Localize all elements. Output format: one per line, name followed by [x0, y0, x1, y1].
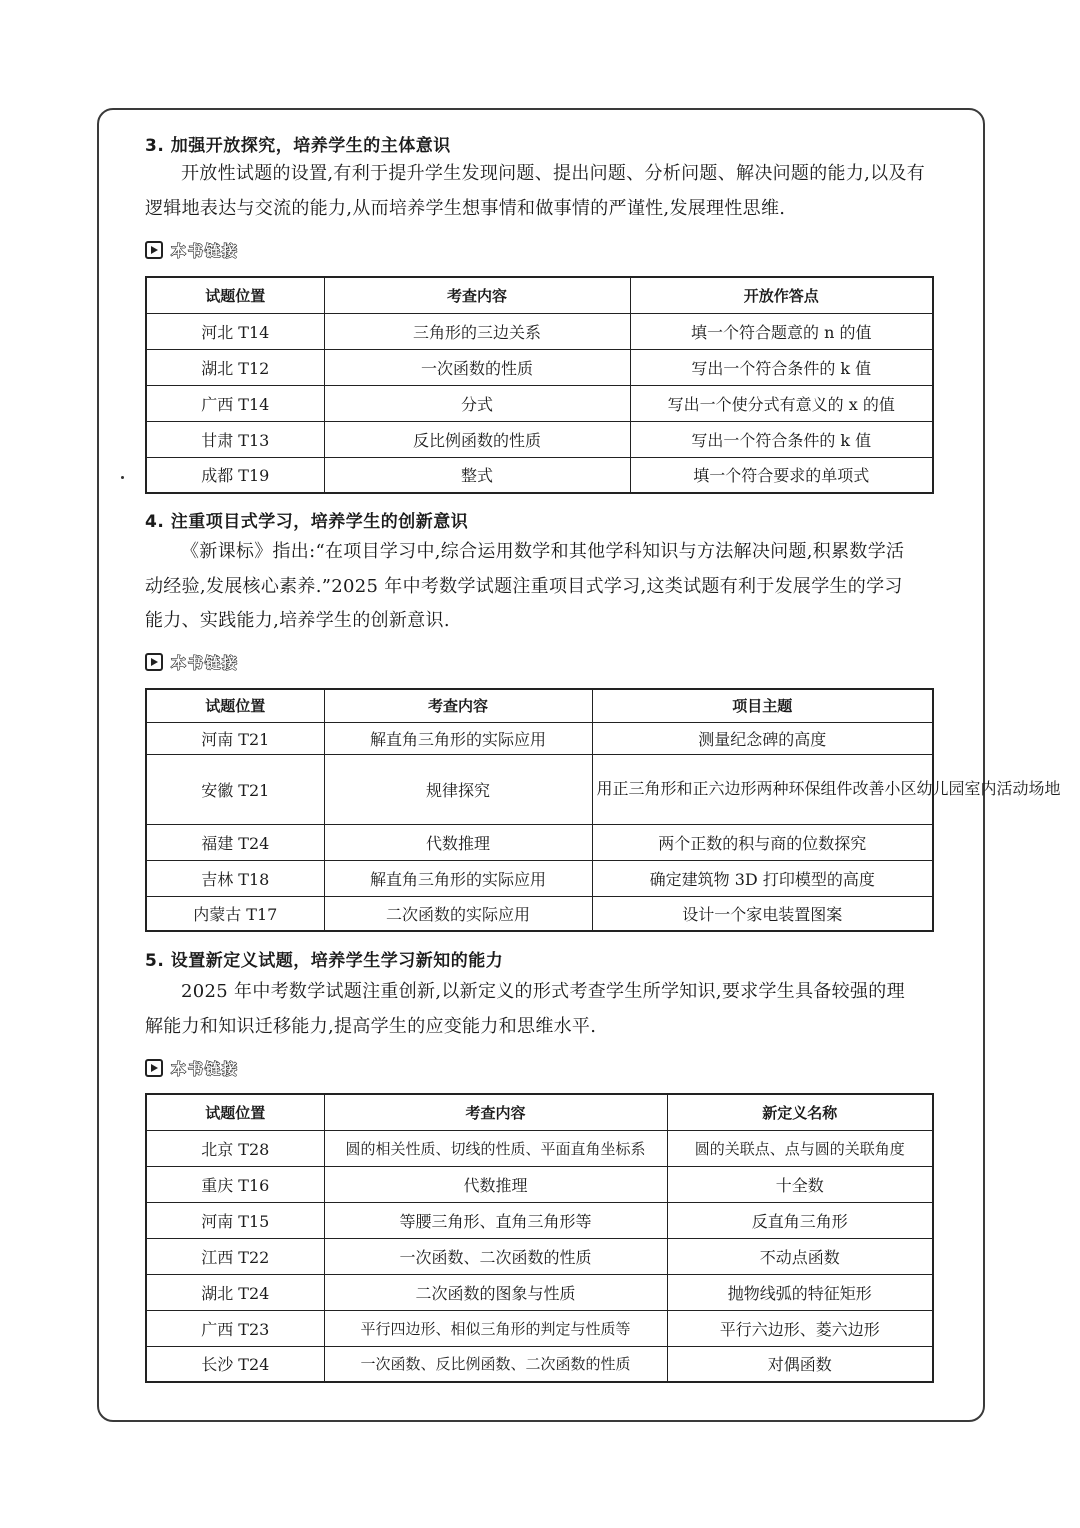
table-row	[146, 1274, 933, 1310]
table-cell: 分式	[324, 385, 630, 421]
table-header: 考查内容	[324, 1094, 667, 1130]
book-link-label	[145, 651, 243, 673]
table-cell: 填一个符合要求的单项式	[630, 457, 933, 493]
table-cell: 福建 T24	[146, 824, 324, 860]
table-cell: 长沙 T24	[146, 1346, 324, 1382]
table-cell: 反比例函数的性质	[324, 421, 630, 457]
table-cell: 确定建筑物 3D 打印模型的高度	[592, 860, 933, 896]
paragraph-line: 开放性试题的设置,有利于提升学生发现问题、提出问题、分析问题、解决问题的能力,以及有	[181, 163, 926, 184]
section-4-heading: 4. 注重项目式学习，培养学生的创新意识	[145, 512, 469, 532]
table-cell: 湖北 T24	[146, 1274, 324, 1310]
paragraph-line: 逻辑地表达与交流的能力,从而培养学生想事情和做事情的严谨性,发展理性思维.	[145, 197, 786, 219]
play-icon	[145, 653, 163, 671]
table-cell: 广西 T23	[146, 1310, 324, 1346]
table-row	[146, 1238, 933, 1274]
table-cell: 解直角三角形的实际应用	[324, 722, 592, 754]
section-5-table	[145, 1093, 934, 1383]
table-cell: 内蒙古 T17	[146, 896, 324, 931]
table-row	[146, 313, 933, 349]
table-cell: 三角形的三边关系	[324, 313, 630, 349]
table-cell: 代数推理	[324, 824, 592, 860]
table-row	[146, 722, 933, 754]
table-cell: 平行六边形、菱六边形	[667, 1310, 933, 1346]
section-3-table	[145, 276, 934, 494]
table-cell: 河南 T21	[146, 722, 324, 754]
table-cell: 两个正数的积与商的位数探究	[592, 824, 933, 860]
table-header-row	[146, 277, 933, 313]
book-link-label	[145, 239, 243, 261]
table-header: 试题位置	[146, 277, 324, 313]
table-row	[146, 754, 933, 824]
table-row	[146, 349, 933, 385]
table-header: 考查内容	[324, 689, 592, 722]
table-row	[146, 896, 933, 931]
table-cell: 不动点函数	[667, 1238, 933, 1274]
section-3-heading: 3. 加强开放探究，培养学生的主体意识	[145, 136, 451, 156]
table-header: 项目主题	[592, 689, 933, 722]
table-cell: 甘肃 T13	[146, 421, 324, 457]
paragraph-line: 2025 年中考数学试题注重创新,以新定义的形式考查学生所学知识,要求学生具备较强的理	[181, 981, 905, 1002]
table-header: 开放作答点	[630, 277, 933, 313]
table-cell: 整式	[324, 457, 630, 493]
table-cell: 一次函数、反比例函数、二次函数的性质	[324, 1346, 667, 1382]
table-cell: 圆的相关性质、切线的性质、平面直角坐标系	[324, 1130, 667, 1166]
table-row	[146, 385, 933, 421]
table-row	[146, 860, 933, 896]
section-5-paragraph	[145, 975, 935, 1044]
table-cell: 湖北 T12	[146, 349, 324, 385]
table-header: 新定义名称	[667, 1094, 933, 1130]
play-icon	[145, 1059, 163, 1077]
table-cell: 广西 T14	[146, 385, 324, 421]
table-cell: 河南 T15	[146, 1202, 324, 1238]
table-cell: 平行四边形、相似三角形的判定与性质等	[324, 1310, 667, 1346]
table-row	[146, 1166, 933, 1202]
table-cell: 一次函数的性质	[324, 349, 630, 385]
table-cell: 填一个符合题意的 n 的值	[630, 313, 933, 349]
table-cell: 设计一个家电装置图案	[592, 896, 933, 931]
table-cell: 写出一个符合条件的 k 值	[630, 421, 933, 457]
table-header: 试题位置	[146, 689, 324, 722]
section-5-heading: 5. 设置新定义试题，培养学生学习新知的能力	[145, 951, 504, 971]
table-cell: 规律探究	[324, 754, 592, 824]
table-cell: 江西 T22	[146, 1238, 324, 1274]
table-cell: 二次函数的图象与性质	[324, 1274, 667, 1310]
table-cell: 二次函数的实际应用	[324, 896, 592, 931]
table-cell: 解直角三角形的实际应用	[324, 860, 592, 896]
section-4-table	[145, 688, 1061, 932]
table-cell: 一次函数、二次函数的性质	[324, 1238, 667, 1274]
table-row	[146, 1346, 933, 1382]
table-cell: 等腰三角形、直角三角形等	[324, 1202, 667, 1238]
table-row	[146, 1130, 933, 1166]
book-link-text: 本书链接	[167, 651, 243, 674]
table-cell: 反直角三角形	[667, 1202, 933, 1238]
table-cell: 吉林 T18	[146, 860, 324, 896]
table-cell: 成都 T19	[146, 457, 324, 493]
table-cell: 对偶函数	[667, 1346, 933, 1382]
paragraph-line: 解能力和知识迁移能力,提高学生的应变能力和思维水平.	[145, 1015, 597, 1037]
table-header: 考查内容	[324, 277, 630, 313]
table-cell: 写出一个使分式有意义的 x 的值	[630, 385, 933, 421]
table-cell: 测量纪念碑的高度	[592, 722, 933, 754]
table-header-row	[146, 1094, 933, 1130]
book-link-text: 本书链接	[167, 239, 243, 262]
table-cell: 圆的关联点、点与圆的关联角度	[667, 1130, 933, 1166]
table-cell: 安徽 T21	[146, 754, 324, 824]
paragraph-line: 《新课标》指出:“在项目学习中,综合运用数学和其他学科知识与方法解决问题,积累数学活	[181, 541, 905, 562]
table-row	[146, 824, 933, 860]
table-cell: 河北 T14	[146, 313, 324, 349]
table-cell: 写出一个符合条件的 k 值	[630, 349, 933, 385]
table-cell: 北京 T28	[146, 1130, 324, 1166]
table-cell: 十全数	[667, 1166, 933, 1202]
book-link-label	[145, 1057, 243, 1079]
table-row	[146, 1202, 933, 1238]
table-cell: 重庆 T16	[146, 1166, 324, 1202]
section-3-paragraph	[145, 157, 935, 226]
table-row	[146, 421, 933, 457]
paragraph-line: 动经验,发展核心素养.”2025 年中考数学试题注重项目式学习,这类试题有利于发展学生的学习	[145, 575, 903, 597]
section-4-paragraph	[145, 535, 935, 639]
book-link-text: 本书链接	[167, 1057, 243, 1080]
table-cell: 代数推理	[324, 1166, 667, 1202]
play-icon	[145, 241, 163, 259]
paragraph-line: 能力、实践能力,培养学生的创新意识.	[145, 610, 450, 631]
table-cell: 抛物线弧的特征矩形	[667, 1274, 933, 1310]
table-row	[146, 457, 933, 493]
table-header-row	[146, 689, 933, 722]
stray-mark	[121, 476, 124, 479]
table-header: 试题位置	[146, 1094, 324, 1130]
table-row	[146, 1310, 933, 1346]
table-cell: 用正三角形和正六边形两种环保组件改善小区幼儿园室内活动场地	[592, 754, 933, 824]
